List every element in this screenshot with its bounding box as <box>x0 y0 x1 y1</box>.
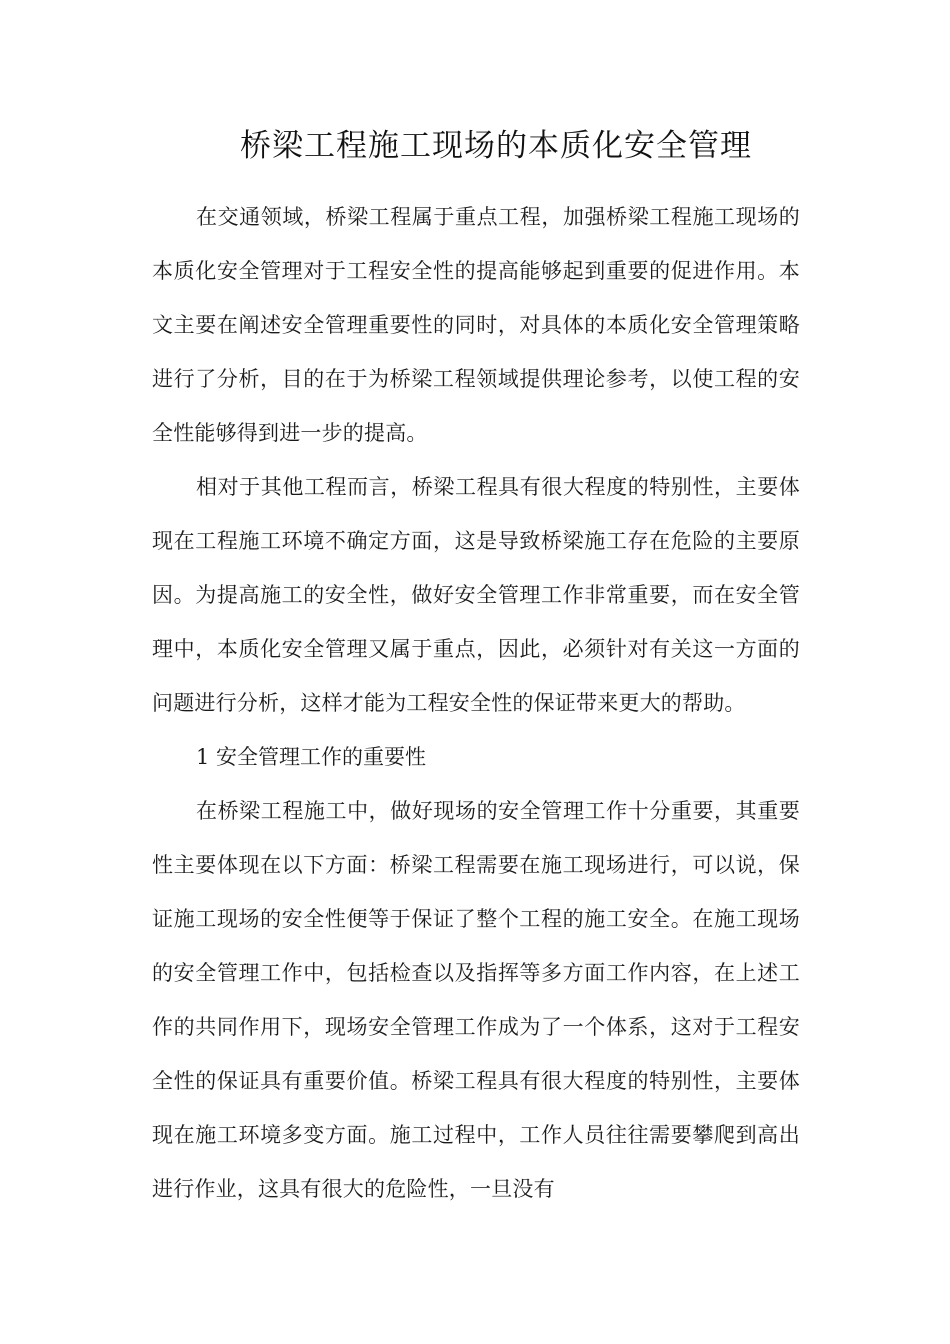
document-body <box>152 190 800 1216</box>
paragraph-intro: 在交通领域，桥梁工程属于重点工程，加强桥梁工程施工现场的本质化安全管理对于工程安全性的提高能够起到重要的促进作用。本文主要在阐述安全管理重要性的同时，对具体的本质化安全管理策略进行了分析，目的在于为桥梁工程领域提供理论参考，以使工程的安全性能够得到进一步的提高。 <box>152 205 800 445</box>
paragraph-background: 相对于其他工程而言，桥梁工程具有很大程度的特别性，主要体现在工程施工环境不确定方面，这是导致桥梁施工存在危险的主要原因。为提高施工的安全性，做好安全管理工作非常重要，而在安全管理中，本质化安全管理又属于重点，因此，必须针对有关这一方面的问题进行分析，这样才能为工程安全性的保证带来更大的帮助。 <box>152 475 800 715</box>
section-heading: 1 安全管理工作的重要性 <box>196 745 427 769</box>
document-title: 桥梁工程施工现场的本质化安全管理 <box>240 128 752 164</box>
paragraph-section-1: 在桥梁工程施工中，做好现场的安全管理工作十分重要，其重要性主要体现在以下方面：桥梁工程需要在施工现场进行，可以说，保证施工现场的安全性便等于保证了整个工程的施工安全。在施工现场的安全管理工作中，包括检查以及指挥等多方面工作内容，在上述工作的共同作用下，现场安全管理工作成为了一个体系，这对于工程安全性的保证具有重要价值。桥梁工程具有很大程度的特别性，主要体现在施工环境多变方面。施工过程中，工作人员往往需要攀爬到高出进行作业，这具有很大的危险性，一旦没有 <box>152 799 800 1201</box>
